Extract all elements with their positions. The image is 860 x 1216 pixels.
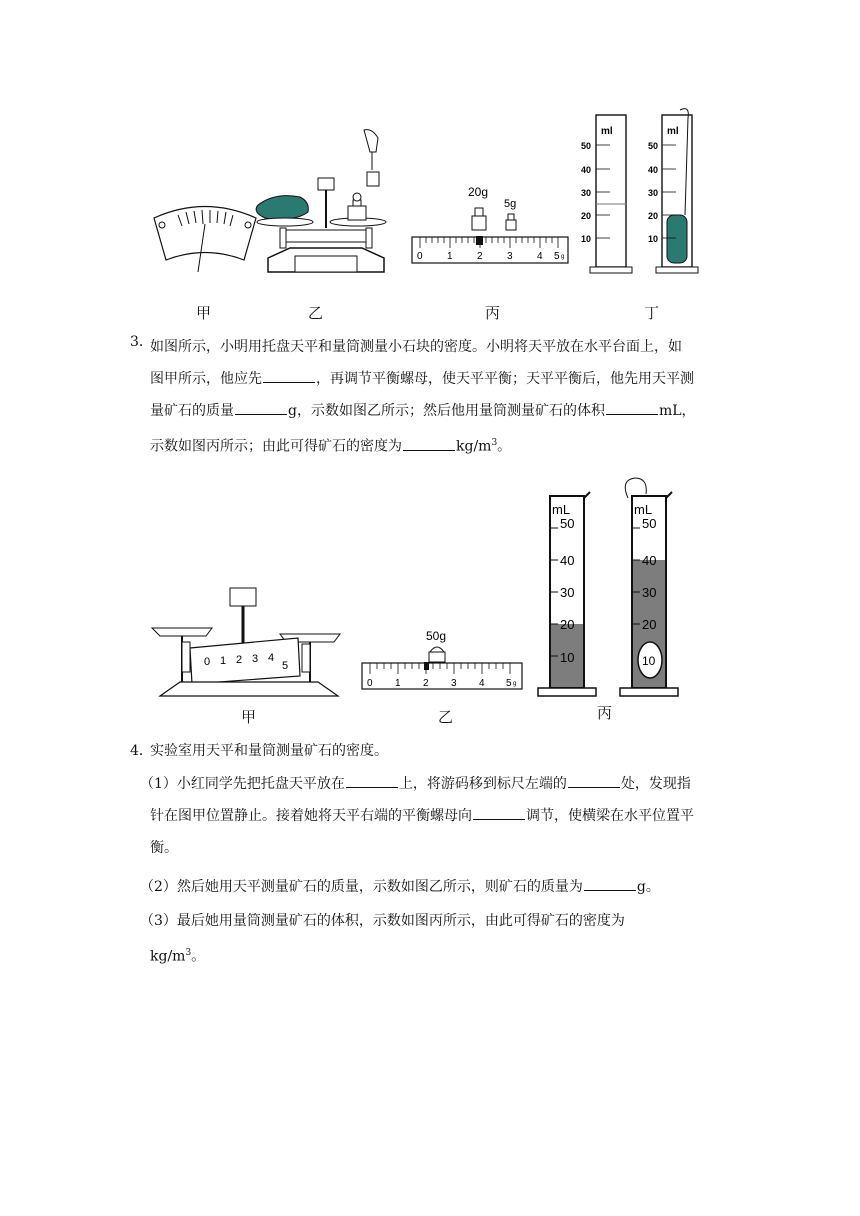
q4-ruler-tick: 3: [451, 678, 457, 689]
q4-ruler-tick: 0: [367, 678, 373, 689]
q3-blank-2[interactable]: [235, 400, 287, 415]
q3-line-3a: 量矿石的质量: [150, 403, 234, 419]
svg-text:5: 5: [282, 660, 289, 672]
q3-cylinder-2: [648, 109, 698, 273]
q3-cyl1-unit: ml: [601, 126, 613, 137]
q3-cylinder-1: [581, 115, 632, 273]
q3-cyl1-tick: 30: [581, 188, 592, 198]
q3-caption-bing: 丙: [485, 304, 501, 322]
q3-caption-yi: 乙: [308, 304, 324, 322]
q3-blank-1[interactable]: [263, 368, 315, 383]
q3-line-2b: ，再调节平衡螺母，使天平平衡；天平平衡后，他先用天平测: [316, 371, 694, 387]
q3-cyl1-tick: 40: [581, 165, 592, 175]
q4-ruler-tick: 1: [395, 678, 401, 689]
q4-weight-50g-icon: [429, 647, 445, 662]
q3-ruler: [412, 236, 568, 263]
q4-p3-end: 。: [191, 948, 206, 965]
q3-dial-icon: [154, 207, 256, 273]
q4-part-2: [140, 871, 730, 903]
q4-p1-b: 上，将游码移到标尺左端的: [398, 776, 567, 792]
q4-balance-icon: [152, 588, 340, 696]
q4-p1-e: 调节，使横梁在水平位置平: [526, 808, 694, 824]
q4-figure: [150, 470, 690, 705]
q3-cyl1-tick: 10: [581, 234, 592, 244]
q4-cyl2-tick: 30: [642, 585, 657, 600]
q4-caption-bing: 丙: [597, 704, 613, 722]
q3-end: 。: [497, 438, 512, 455]
q3-cyl2-tick: 10: [648, 234, 659, 244]
q3-caption-jia: 甲: [196, 304, 212, 322]
q3-text: [150, 331, 730, 459]
q3-cyl2-tick: 50: [648, 141, 659, 151]
q4-blank-4[interactable]: [584, 876, 636, 891]
q3-line-3c: mL，: [658, 403, 696, 419]
q4-ruler-unit: g: [513, 681, 517, 687]
q4-caption-yi: 乙: [438, 708, 454, 726]
q4-cyl2-tick: 20: [642, 617, 657, 632]
q4-weight-label-50g: 50g: [426, 629, 447, 643]
q4-cylinder-2: [620, 478, 678, 696]
q3-ruler-tick: 4: [537, 251, 543, 262]
q4-cyl1-tick: 50: [560, 516, 575, 531]
q4-cyl2-tick: 50: [642, 516, 657, 531]
q3-ruler-tick: 2: [477, 251, 483, 262]
q3-weight-label-20g: 20g: [468, 185, 489, 199]
q3-line-2a: 图甲所示，他应先: [150, 371, 262, 387]
svg-text:4: 4: [268, 652, 275, 664]
q4-cyl1-tick: 30: [560, 585, 575, 600]
q3-cyl1-tick: 50: [581, 141, 592, 151]
q3-ruler-unit: g: [561, 254, 565, 260]
q3-ruler-tick: 3: [507, 251, 513, 262]
q4-p2-b: g。: [636, 879, 660, 895]
q3-cyl1-tick: 20: [581, 211, 592, 221]
q4-cylinder-1: [538, 492, 596, 696]
q4-title: 实验室用天平和量筒测量矿石的密度。: [150, 743, 388, 759]
q4-stone-label: 10: [642, 654, 656, 668]
q3-number: 3．: [130, 334, 153, 350]
q4-p2-a: （2）然后她用天平测量矿石的质量，示数如图乙所示，则矿石的质量为: [140, 879, 583, 895]
q4-blank-1[interactable]: [346, 773, 398, 788]
q3-unit-sup: 3: [491, 438, 498, 448]
q3-line-3b: g，示数如图乙所示；然后他用量筒测量矿石的体积: [288, 403, 605, 419]
q4-p1-a: （1）小红同学先把托盘天平放在: [140, 776, 345, 792]
q4-p3-sup: 3: [185, 948, 192, 958]
q4-p1-c: 处，发现指: [620, 776, 691, 792]
q3-weights: [468, 185, 516, 230]
q4-p3-unit: kg/m: [150, 948, 186, 965]
q3-ruler-tick: 1: [447, 251, 453, 262]
q3-cyl2-tick: 30: [648, 188, 659, 198]
q4-blank-2[interactable]: [568, 773, 620, 788]
q3-figure: [140, 100, 720, 285]
q3-cyl2-tick: 20: [648, 211, 659, 221]
svg-text:0: 0: [204, 656, 211, 668]
q4-cyl1-tick: 20: [560, 617, 575, 632]
q4-part-1: [140, 768, 730, 864]
svg-text:1: 1: [220, 655, 227, 667]
q3-line-1: 如图所示，小明用托盘天平和量筒测量小石块的密度。小明将天平放在水平台面上，如: [150, 339, 682, 355]
q4-p1-f: 衡。: [150, 840, 178, 856]
q4-caption-jia: 甲: [241, 708, 257, 726]
q4-ruler-tick: 2: [423, 678, 429, 689]
q3-blank-4[interactable]: [403, 436, 455, 451]
q4-cyl1-unit: mL: [552, 502, 571, 517]
q3-cyl2-unit: ml: [667, 126, 679, 137]
q4-blank-3[interactable]: [473, 805, 525, 820]
q4-part-3: [140, 905, 730, 969]
q4-ruler: [362, 662, 522, 689]
q3-balance-icon: [256, 130, 386, 272]
q3-line-4a: 示数如图丙所示；由此可得矿石的密度为: [150, 438, 402, 455]
q4-p3-a: （3）最后她用量筒测量矿石的体积，示数如图丙所示，由此可得矿石的密度为: [140, 913, 625, 929]
q3-ruler-tick: 5: [554, 251, 560, 262]
q3-ruler-tick: 0: [417, 251, 423, 262]
q4-ruler-tick: 4: [479, 678, 485, 689]
q4-cyl2-tick: 40: [642, 553, 657, 568]
q3-unit: kg/m: [456, 438, 492, 455]
q4-p1-d: 针在图甲位置静止。接着她将天平右端的平衡螺母向: [150, 808, 472, 824]
q4-ruler-tick: 5: [506, 678, 512, 689]
q4-cyl2-unit: mL: [634, 502, 653, 517]
q4-number: 4．: [130, 743, 153, 759]
q3-weight-label-5g: 5g: [504, 198, 517, 210]
q3-caption-ding: 丁: [644, 304, 660, 322]
svg-text:2: 2: [236, 654, 243, 666]
svg-text:3: 3: [252, 653, 259, 665]
q3-blank-3[interactable]: [606, 400, 658, 415]
q4-cyl1-tick: 10: [560, 650, 575, 665]
q4-cyl1-tick: 40: [560, 553, 575, 568]
q3-cyl2-tick: 40: [648, 165, 659, 175]
